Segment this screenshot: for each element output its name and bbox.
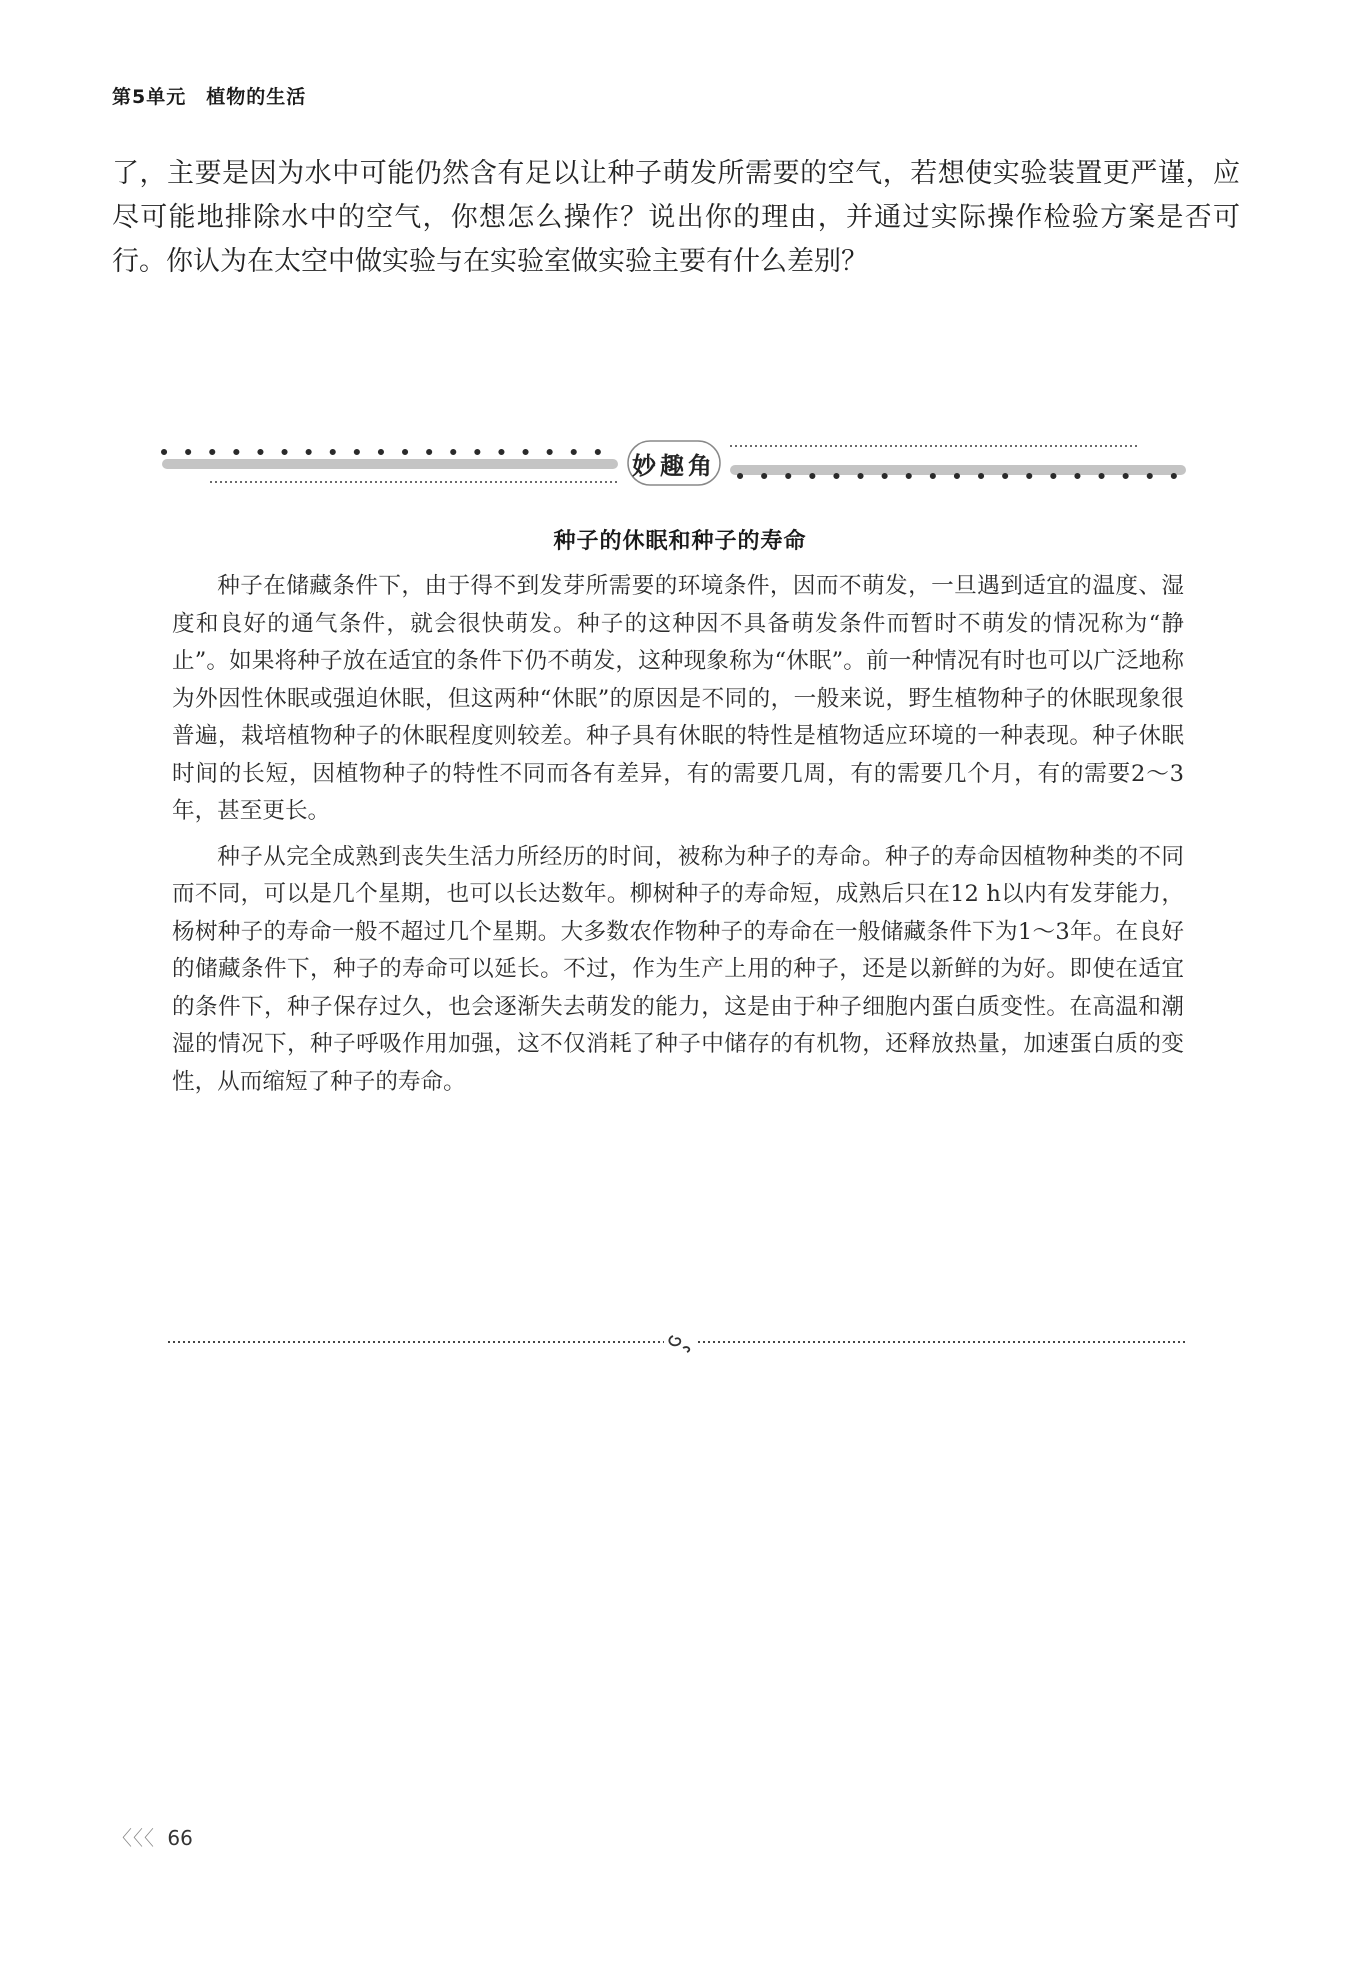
chevron-left-icon: 〈〈〈 bbox=[112, 1826, 155, 1850]
essay-paragraph: 种子从完全成熟到丧失生活力所经历的时间，被称为种子的寿命。种子的寿命因植物种类的不同而不同，可以是几个星期，也可以长达数年。柳树种子的寿命短，成熟后只在12 h以内有发芽能力，杨树种子的寿命一般不超过几个星期。大多数农作物种子的寿命在一般储藏条件下为1～3年。在良好的储藏条件下，种子的寿命可以延长。不过，作为生产上用的种子，还是以新鲜的为好。即使在适宜的条件下，种子保存过久，也会逐渐失去萌发的能力，这是由于种子细胞内蛋白质变性。在高温和潮湿的情况下，种子呼吸作用加强，这不仅消耗了种子中储存的有机物，还释放热量，加速蛋白质的变性，从而缩短了种子的寿命。 bbox=[172, 843, 1184, 1095]
intro-paragraph: 了，主要是因为水中可能仍然含有足以让种子萌发所需要的空气，若想使实验装置更严谨，应尽可能地排除水中的空气，你想怎么操作？说出你的理由，并通过实际操作检验方案是否可行。你认为在太空中做实验与在实验室做实验主要有什么差别？ bbox=[112, 158, 1240, 277]
essay-paragraph: 种子在储藏条件下，由于得不到发芽所需要的环境条件，因而不萌发，一旦遇到适宜的温度、湿度和良好的通气条件，就会很快萌发。种子的这种因不具备萌发条件而暂时不萌发的情况称为“静止”。如果将种子放在适宜的条件下仍不萌发，这种现象称为“休眠”。前一种情况有时也可以广泛地称为外因性休眠或强迫休眠，但这两种“休眠”的原因是不同的，一般来说，野生植物种子的休眠现象很普遍，栽培植物种子的休眠程度则较差。种子具有休眠的特性是植物适应环境的一种表现。种子休眠时间的长短，因植物种子的特性不同而各有差异，有的需要几周，有的需要几个月，有的需要2～3年，甚至更长。 bbox=[172, 573, 1184, 824]
sidebar-end-rule bbox=[168, 1330, 1188, 1354]
essay-body bbox=[172, 568, 1184, 1109]
sidebar-banner-title: 妙趣角 bbox=[632, 451, 716, 480]
running-header: 第5单元 植物的生活 bbox=[112, 86, 307, 108]
page-number: 66 bbox=[167, 1826, 193, 1850]
end-ornament-icon bbox=[669, 1336, 689, 1352]
page-footer bbox=[112, 1822, 193, 1851]
sidebar-banner bbox=[158, 438, 1188, 498]
banner-bar-left bbox=[162, 459, 618, 469]
essay-title: 种子的休眠和种子的寿命 bbox=[553, 529, 807, 554]
